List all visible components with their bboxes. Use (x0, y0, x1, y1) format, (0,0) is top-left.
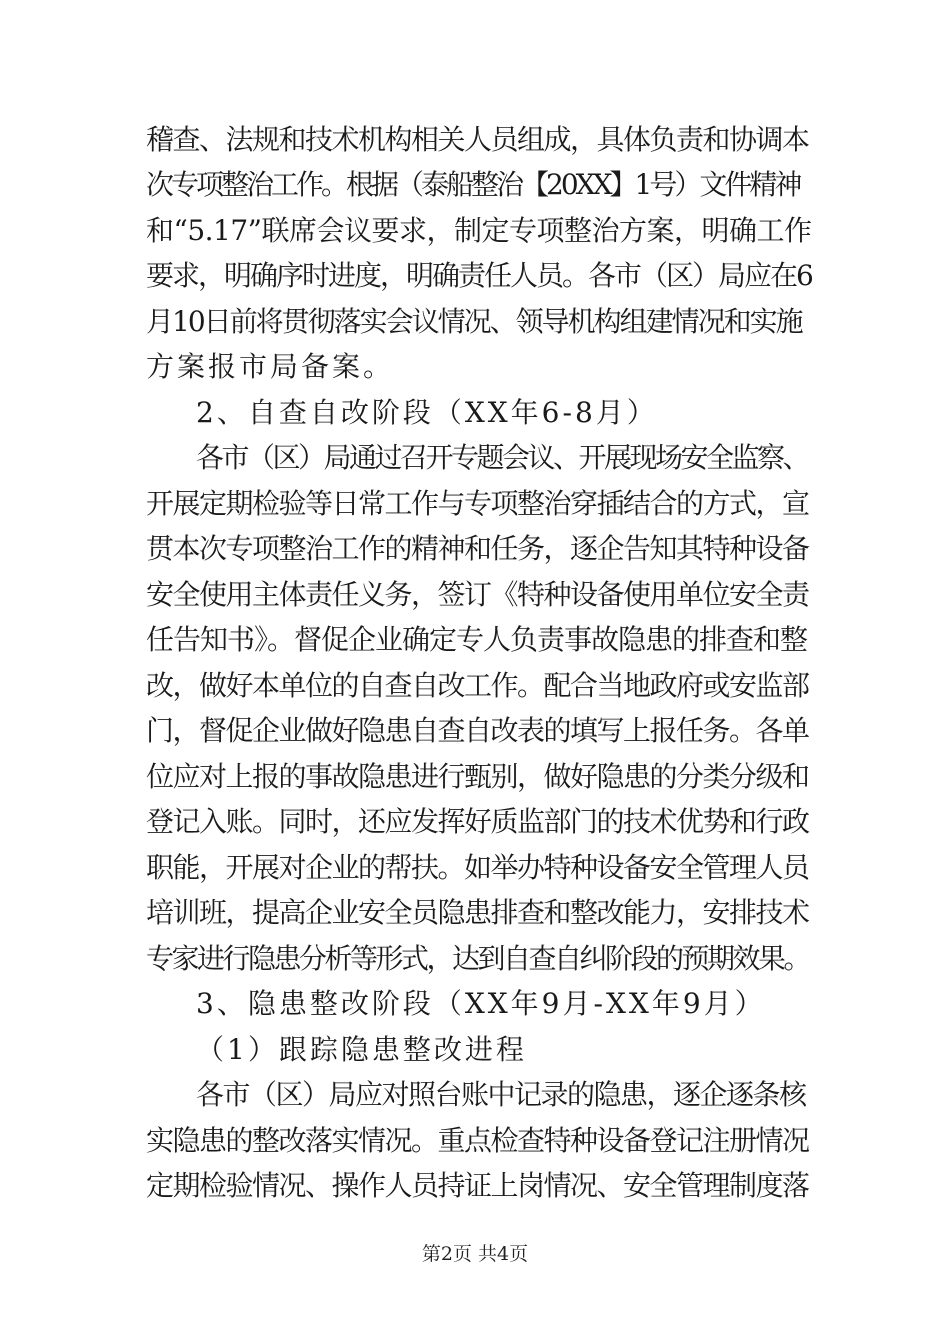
text-line: 次专项整治工作。根据（泰船整治【20XX】1号）文件精神 (146, 168, 800, 201)
text-line: 专家进行隐患分析等形式，达到自查自纠阶段的预期效果。 (146, 942, 810, 975)
text-line: 改，做好本单位的自查自改工作。配合当地政府或安监部 (146, 669, 809, 702)
text-line: 培训班，提高企业安全员隐患排查和整改能力，安排技术 (146, 896, 809, 929)
text-line: 各市（区）局通过召开专题会议、开展现场安全监察、 (196, 441, 809, 474)
text-line: 位应对上报的事故隐患进行甄别，做好隐患的分类分级和 (146, 760, 809, 793)
text-line: 月10日前将贯彻落实会议情况、领导机构组建情况和实施 (146, 305, 802, 338)
text-line: 各市（区）局应对照台账中记录的隐患，逐企逐条核 (196, 1078, 806, 1111)
text-line: 和“5.17”联席会议要求，制定专项整治方案，明确工作 (146, 214, 812, 247)
text-line: 定期检验情况、操作人员持证上岗情况、安全管理制度落 (146, 1169, 809, 1202)
text-line: 安全使用主体责任义务，签订《特种设备使用单位安全责 (146, 578, 809, 611)
subsection-heading: （1）跟踪隐患整改进程 (196, 1033, 527, 1066)
section-heading: 2、自查自改阶段（XX年6-8月） (196, 396, 658, 429)
text-line: 实隐患的整改落实情况。重点检查特种设备登记注册情况 (146, 1124, 809, 1157)
text-line: 门，督促企业做好隐患自查自改表的填写上报任务。各单 (146, 714, 809, 747)
text-line: 开展定期检验等日常工作与专项整治穿插结合的方式，宣 (146, 487, 809, 520)
text-line: 登记入账。同时，还应发挥好质监部门的技术优势和行政 (146, 805, 809, 838)
text-line: 方案报市局备案。 (146, 350, 395, 383)
text-line: 贯本次专项整治工作的精神和任务，逐企告知其特种设备 (146, 532, 809, 565)
text-line: 任告知书》。督促企业确定专人负责事故隐患的排查和整 (146, 623, 808, 656)
section-heading: 3、隐患整改阶段（XX年9月-XX年9月） (196, 987, 766, 1020)
page-footer: 第2页 共4页 (421, 1243, 529, 1265)
text-line: 职能，开展对企业的帮扶。如举办特种设备安全管理人员 (146, 851, 809, 884)
text-line: 稽查、法规和技术机构相关人员组成，具体负责和协调本 (146, 123, 809, 156)
text-line: 要求，明确序时进度，明确责任人员。各市（区）局应在6 (146, 259, 812, 292)
